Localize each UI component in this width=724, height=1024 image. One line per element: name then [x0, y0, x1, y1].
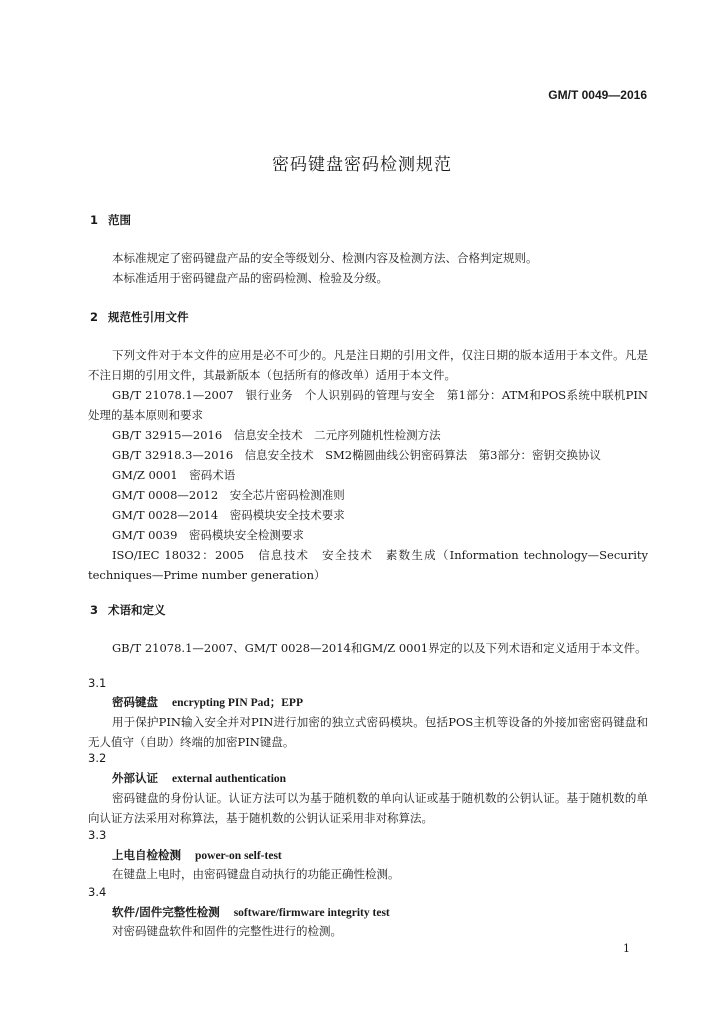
term-cn: 上电自检检测: [112, 848, 181, 862]
section-heading-references: [90, 309, 189, 325]
page-title: 密码键盘密码检测规范: [272, 155, 452, 175]
reference-item: ISO/IEC 18032：2005 信息技术 安全技术 素数生成（Information technology—Security techniques—Prime number generation）: [88, 548, 648, 582]
section-number: 3: [90, 603, 99, 617]
reference-item: GB/T 32918.3—2016 信息安全技术 SM2椭圆曲线公钥密码算法 第3部分：密钥交换协议: [112, 448, 601, 462]
section-heading-scope: [90, 212, 131, 228]
term-heading: [112, 694, 303, 710]
reference-item: GM/T 0039 密码模块安全检测要求: [112, 528, 304, 542]
term-cn: 软件/固件完整性检测: [112, 905, 220, 919]
section-heading-terms: [90, 602, 166, 618]
term-heading: [112, 847, 282, 863]
reference-item: GB/T 21078.1—2007 银行业务 个人识别码的管理与安全 第1部分：ATM和POS系统中联机PIN处理的基本原则和要求: [88, 388, 648, 422]
section-number: 1: [90, 213, 99, 227]
term-en: external authentication: [172, 773, 287, 785]
term-definition: 密码键盘的身份认证。认证方法可以为基于随机数的单向认证或基于随机数的公钥认证。基于随机数的单向认证方法采用对称算法，基于随机数的公钥认证采用非对称算法。: [88, 791, 648, 825]
scope-paragraph-1: 本标准规定了密码键盘产品的安全等级划分、检测内容及检测方法、合格判定规则。: [112, 251, 538, 265]
scope-paragraph-2: 本标准适用于密码键盘产品的密码检测、检验及分级。: [112, 271, 388, 285]
term-definition: 对密码键盘软件和固件的完整性进行的检测。: [112, 924, 342, 938]
term-heading: [112, 770, 286, 786]
term-heading: [112, 904, 390, 920]
term-cn: 密码键盘: [112, 695, 158, 709]
reference-item: GM/T 0028—2014 密码模块安全技术要求: [112, 508, 345, 522]
term-en: power-on self-test: [195, 850, 282, 862]
section-title: 规范性引用文件: [108, 310, 189, 324]
term-en: software/firmware integrity test: [233, 907, 390, 919]
term-number: 3.1: [88, 676, 107, 690]
section-title: 术语和定义: [108, 603, 166, 617]
term-definition: 用于保护PIN输入安全并对PIN进行加密的独立式密码模块。包括POS主机等设备的外接加密密码键盘和无人值守（自助）终端的加密PIN键盘。: [88, 715, 648, 749]
reference-item: GM/Z 0001 密码术语: [112, 468, 236, 482]
term-definition: 在键盘上电时，由密码键盘自动执行的功能正确性检测。: [112, 867, 400, 881]
terms-intro: GB/T 21078.1—2007、GM/T 0028—2014和GM/Z 0001界定的以及下列术语和定义适用于本文件。: [112, 641, 647, 655]
standard-number: GM/T 0049—2016: [548, 88, 647, 102]
term-en: encrypting PIN Pad；EPP: [172, 697, 303, 709]
term-number: 3.3: [88, 828, 107, 842]
section-title: 范围: [108, 213, 131, 227]
term-number: 3.4: [88, 885, 107, 899]
reference-item: GB/T 32915—2016 信息安全技术 二元序列随机性检测方法: [112, 428, 441, 442]
term-cn: 外部认证: [112, 771, 158, 785]
section-number: 2: [90, 310, 99, 324]
term-number: 3.2: [88, 751, 107, 765]
references-intro: 下列文件对于本文件的应用是必不可少的。凡是注日期的引用文件，仅注日期的版本适用于本文件。凡是不注日期的引用文件，其最新版本（包括所有的修改单）适用于本文件。: [88, 348, 648, 382]
reference-item: GM/T 0008—2012 安全芯片密码检测准则: [112, 488, 345, 502]
page-number: 1: [623, 942, 630, 955]
